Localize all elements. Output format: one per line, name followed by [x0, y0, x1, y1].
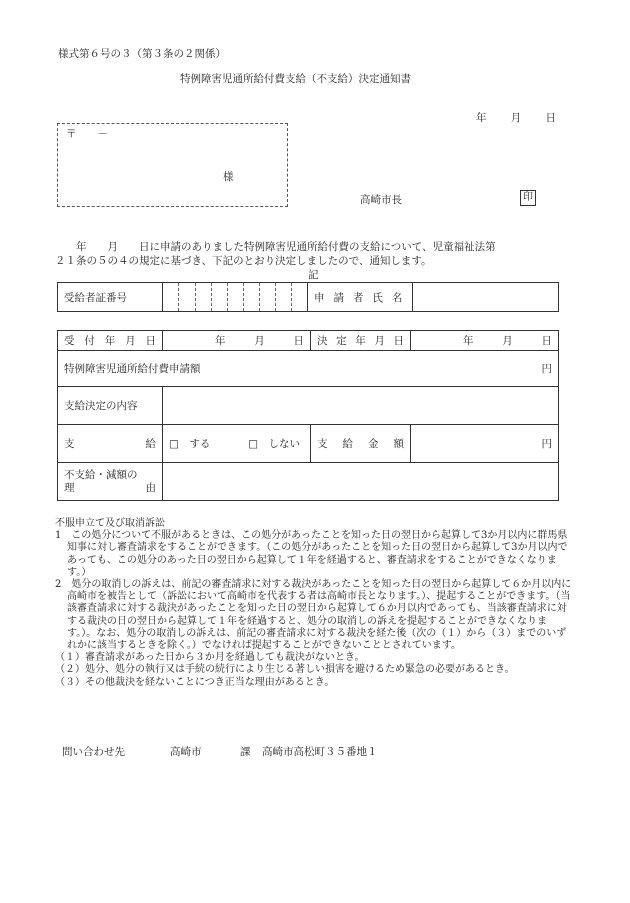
- contact-label: 問い合わせ先: [62, 746, 125, 758]
- amount-requested-label: 特例障害児通所給付費申請額: [58, 351, 311, 387]
- body-line-1: 年 月 日に申請のありました特例障害児通所給付費の支給について、児童福祉法第: [55, 241, 496, 253]
- recipient-no-label: 受給者証番号: [58, 283, 163, 312]
- applicant-name-value[interactable]: [413, 283, 559, 312]
- payment-no-checkbox[interactable]: □ しない: [248, 438, 300, 450]
- recipient-no-cell[interactable]: [211, 283, 227, 312]
- issue-date: 年 月 日: [476, 112, 556, 124]
- notes-heading: 不服申立て及び取消訴訟: [55, 518, 165, 529]
- recipient-no-cell[interactable]: [275, 283, 291, 312]
- honorific: 様: [223, 171, 234, 183]
- payment-options: [163, 425, 311, 463]
- contact-dept: 課: [240, 746, 251, 758]
- decision-date-label: 決 定 年 月 日: [311, 331, 411, 351]
- seal-mark: 印: [520, 190, 536, 206]
- note-item: 2 処分の取消しの訴えは、前記の審査請求に対する裁決があったことを知った日の翌日から起算して６か月以内に高崎市を被告として（訴訟において高崎市を代表する者は高崎市長となります。）、提起することができます。（当該審査請求に対する裁決があったことを知った日の翌日から起算して６か月以内であっても、当該審査請求に対する裁決の日の翌日から起算して１年を経過すると、処分の取消しの訴えを提起することができなくなります。）。なお、処分の取消しの訴えは、前記の審査請求に対する裁決を経た後（次の（１）から（３）までのいずれかに該当するときを除く。）でなければ提起することができないこととされています。: [55, 579, 572, 652]
- form-number: 様式第６号の３（第３条の２関係）: [58, 48, 226, 60]
- decision-content-value[interactable]: [163, 387, 559, 425]
- payment-label: 支 給: [58, 425, 163, 463]
- recipient-no-cell[interactable]: [243, 283, 259, 312]
- contact-org: 高崎市: [170, 746, 202, 758]
- note-item: 1 この処分について不服があるときは、この処分があったことを知った日の翌日から起算して3か月以内に群馬県知事に対し審査請求をすることができます。（この処分があったことを知った日の翌日から起算して3か月以内であっても、この処分のあった日の翌日から起算して１年を経過すると、審査請求をすることができなくなります。）: [55, 530, 568, 578]
- decision-table: [57, 330, 559, 501]
- appeal-notes: [55, 518, 575, 689]
- applicant-name-label: 申 請 者 氏 名: [307, 283, 412, 312]
- recipient-no-cell[interactable]: [259, 283, 275, 312]
- body-line-2: ２１条の５の４の規定に基づき、下記のとおり決定しましたので、通知します。: [55, 255, 432, 267]
- ki-mark: 記: [308, 269, 319, 281]
- recipient-table: [57, 282, 559, 312]
- postal-code: 〒 －: [66, 128, 108, 140]
- note-item: （３）その他裁決を経ないことにつき正当な理由があるとき。: [55, 676, 335, 688]
- recipient-no-cell[interactable]: [291, 283, 307, 312]
- document-title: 特例障害児通所給付費支給（不支給）決定通知書: [180, 73, 411, 85]
- recipient-no-cell[interactable]: [195, 283, 211, 312]
- recipient-no-cell[interactable]: [179, 283, 195, 312]
- payment-yes-checkbox[interactable]: □ する: [169, 438, 211, 450]
- contact-address: 高崎市高松町３５番地１: [262, 746, 378, 758]
- recipient-no-cell[interactable]: [227, 283, 243, 312]
- receipt-date-value[interactable]: 年 月 日: [163, 331, 311, 351]
- address-box: [57, 123, 288, 207]
- reason-value[interactable]: [163, 463, 559, 501]
- recipient-no-cell[interactable]: [163, 283, 179, 312]
- note-item: （１）審査請求があった日から３か月を経過しても裁決がないとき。: [55, 652, 365, 664]
- receipt-date-label: 受 付 年 月 日: [58, 331, 163, 351]
- payment-amount-value[interactable]: 円: [411, 425, 559, 463]
- payment-amount-label: 支 給 金 額: [311, 425, 411, 463]
- amount-requested-value[interactable]: 円: [311, 351, 559, 387]
- issuer: 高崎市長: [360, 194, 402, 206]
- decision-date-value[interactable]: 年 月 日: [411, 331, 559, 351]
- reason-label: 不支給・減額の 理 由: [58, 463, 163, 501]
- decision-content-label: 支給決定の内容: [58, 387, 163, 425]
- note-item: （２）処分、処分の執行又は手続の続行により生じる著しい損害を避けるため緊急の必要があるとき。: [55, 664, 515, 676]
